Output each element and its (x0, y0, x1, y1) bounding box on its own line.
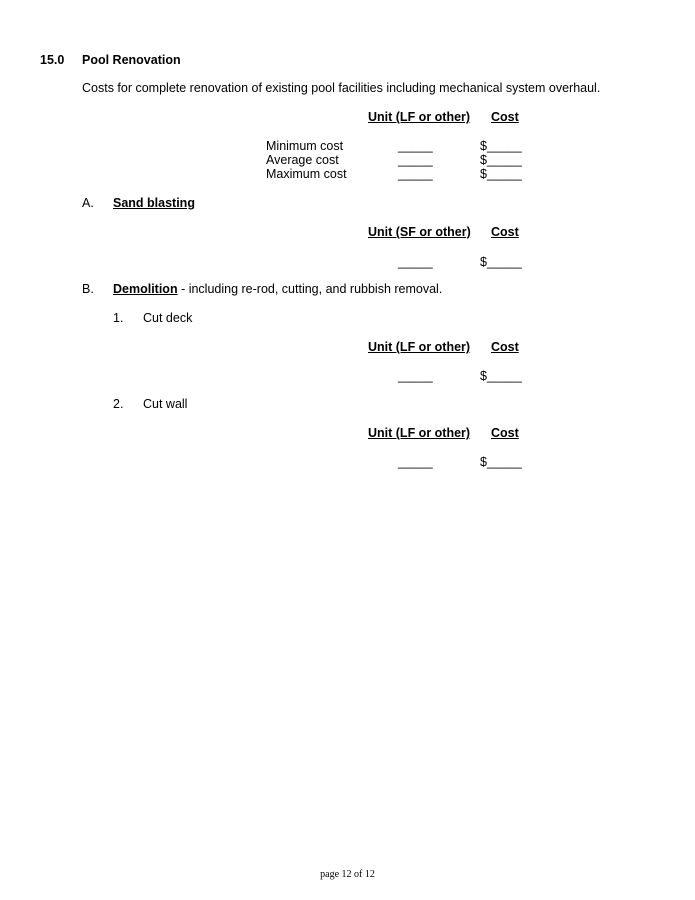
unit-blank: _____ (398, 255, 433, 269)
cost-header: Cost (491, 110, 519, 124)
item-a-letter: A. (82, 196, 94, 210)
subitem-number: 2. (113, 397, 124, 411)
subitem-title: Cut wall (143, 397, 188, 411)
cost-blank: $_____ (480, 369, 522, 383)
item-a-title: Sand blasting (113, 196, 195, 210)
item-b-title: Demolition (113, 282, 178, 296)
cost-header: Cost (491, 340, 519, 354)
section-description: Costs for complete renovation of existing pool facilities including mechanical system overhaul. (82, 81, 601, 95)
item-b-description: - including re-rod, cutting, and rubbish removal. (177, 282, 443, 296)
subitem-title: Cut deck (143, 311, 193, 325)
item-b-letter: B. (82, 282, 94, 296)
unit-blank: _____ (398, 139, 433, 153)
unit-header: Unit (SF or other) (368, 225, 471, 239)
unit-blank: _____ (398, 153, 433, 167)
unit-blank: _____ (398, 369, 433, 383)
cost-blank: $_____ (480, 153, 522, 167)
cost-blank: $_____ (480, 139, 522, 153)
cost-header: Cost (491, 426, 519, 440)
unit-blank: _____ (398, 455, 433, 469)
unit-header: Unit (LF or other) (368, 426, 471, 440)
section-number: 15.0 (40, 53, 65, 67)
row-label: Average cost (266, 153, 339, 167)
subitem-number: 1. (113, 311, 124, 325)
unit-blank: _____ (398, 167, 433, 181)
row-label: Minimum cost (266, 139, 344, 153)
cost-blank: $_____ (480, 255, 522, 269)
cost-blank: $_____ (480, 167, 522, 181)
row-label: Maximum cost (266, 167, 347, 181)
item-b-heading (113, 282, 442, 296)
cost-blank: $_____ (480, 455, 522, 469)
cost-header: Cost (491, 225, 519, 239)
page-number: page 12 of 12 (320, 869, 375, 880)
unit-header: Unit (LF or other) (368, 340, 471, 354)
section-title: Pool Renovation (82, 53, 181, 67)
unit-header: Unit (LF or other) (368, 110, 471, 124)
